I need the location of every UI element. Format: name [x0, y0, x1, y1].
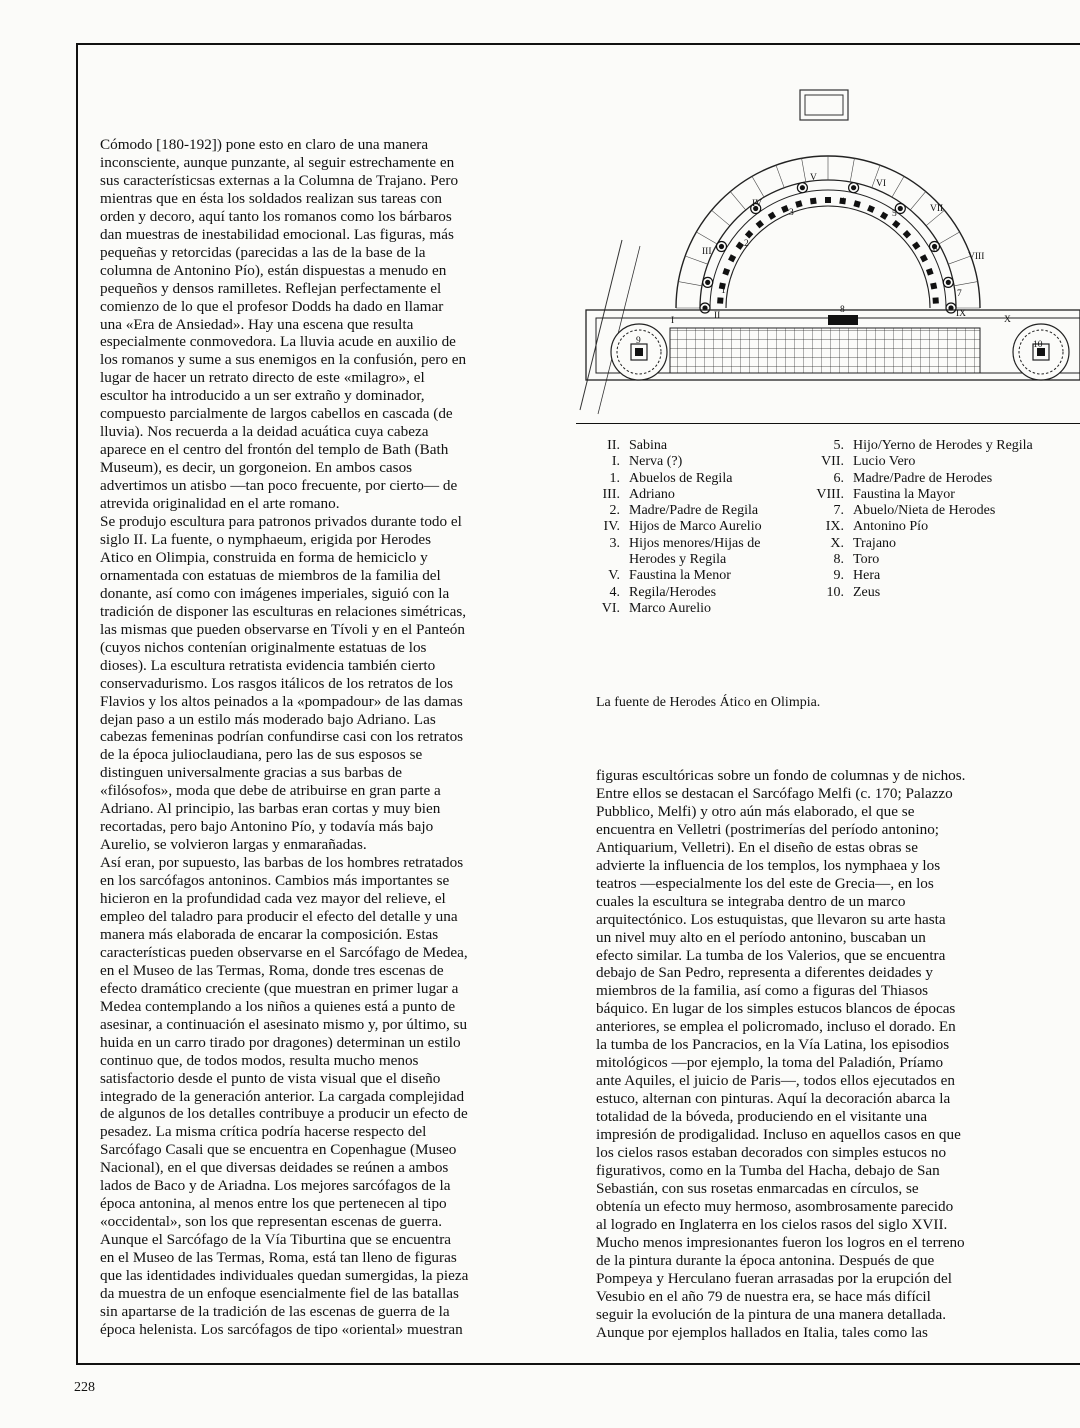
- text-line: de algunos de los detalles contribuye a producir un efecto de: [100, 1105, 468, 1123]
- legend-entry: [792, 536, 1033, 552]
- legend-label: Faustina la Menor: [629, 568, 731, 584]
- legend-number: 9.: [833, 568, 844, 584]
- text-line: aparece en el centro del frontón del templo de Bath (Bath: [100, 441, 449, 459]
- text-line: da muestra de un enfoque esencialmente fiel de las batallas: [100, 1285, 459, 1302]
- legend-label: Hijo/Yerno de Herodes y Regila: [853, 438, 1033, 453]
- text-line: siglo II. La fuente, o nymphaeum, erigida por Herodes: [100, 530, 432, 548]
- label-7: 7: [957, 289, 962, 299]
- text-line: cabezas femeninas podrían confundirse casi con los retratos: [100, 728, 464, 746]
- text-line: Se produjo escultura para patronos privados durante todo el: [100, 513, 462, 531]
- legend-number: VIII.: [816, 486, 844, 502]
- text-line: Aunque el Sarcófago de la Vía Tiburtina que se encuentra: [100, 1231, 452, 1249]
- text-line: figuras escultóricas sobre un fondo de columnas y de nichos.: [596, 767, 966, 784]
- legend-entry: [792, 454, 1033, 470]
- text-line: sin apartarse de la tradición de las escenas de guerra de la: [100, 1302, 450, 1320]
- legend-entry: [792, 438, 1033, 454]
- label-6: 6: [933, 245, 938, 255]
- legend-number: 4.: [609, 584, 620, 600]
- legend-label: Hijos de Marco Aurelio: [629, 519, 762, 535]
- text-line: integrado de la generación anterior. La cargada complejidad: [100, 1087, 465, 1105]
- legend-number: 6.: [833, 470, 844, 486]
- text-line: en el Museo de las Termas, Roma, donde tres escenas de: [100, 961, 444, 979]
- legend-label: Nerva (?): [629, 454, 683, 470]
- reservoir-outline: [800, 90, 848, 120]
- text-line: donante, así como con imágenes imperiales, siguió con la: [100, 584, 450, 602]
- legend-label: Lucio Vero: [853, 454, 916, 470]
- text-line: Aunque por ejemplos hallados en Italia, tales como las: [596, 1323, 928, 1341]
- text-line: huida en un carro tirado por dragones) determinan un estilo: [100, 1033, 461, 1051]
- label-5: 5: [892, 209, 897, 219]
- legend-label: Madre/Padre de Herodes: [853, 470, 993, 486]
- legend-label: Zeus: [853, 584, 881, 600]
- text-line: Sarcófago Casali que se encuentra en Copenhague (Museo: [100, 1141, 457, 1159]
- legend-number: 1.: [609, 470, 620, 486]
- text-line: tradición de disponer las esculturas en relaciones simétricas,: [100, 602, 467, 620]
- legend-entry: [792, 552, 1033, 568]
- frame-left-rule: [76, 43, 78, 1365]
- text-line: un nivel muy alto en el período antonino, buscaban un: [596, 928, 926, 946]
- legend-entry: [586, 568, 762, 584]
- text-line: Pompeya y Herculano fueran arrasadas por la erupción del: [596, 1269, 952, 1287]
- text-line: en el Museo de las Termas, Roma, está tan lleno de figuras: [100, 1249, 457, 1267]
- text-line: manera más elaborada de encarar la composición. Estas: [100, 925, 439, 943]
- legend-label: Madre/Padre de Regila: [629, 503, 759, 519]
- legend-entry: [586, 536, 762, 552]
- legend-entry: [792, 519, 1033, 535]
- label-V: V: [810, 173, 817, 183]
- legend-number: IV.: [603, 519, 620, 535]
- legend-label: Hijos menores/Hijas de: [629, 535, 761, 551]
- text-line: Mucho menos impresionantes fueron los logros en el terreno: [596, 1233, 965, 1251]
- text-line: en los sarcófagos antoninos. Cambios más importantes se: [100, 872, 450, 890]
- text-line: debajo de San Pedro, representa a diferentes deidades y: [596, 964, 933, 982]
- text-line: dan muestras de inestabilidad emocional. Las figuras, más: [100, 225, 454, 243]
- text-line: satisfactorio desde el punto de vista visual que el diseño: [100, 1069, 441, 1087]
- legend-label: Hera: [853, 568, 881, 584]
- label-8: 8: [840, 305, 845, 315]
- text-line: cuales la escultura se integraba dentro de un marco: [596, 892, 906, 910]
- legend-entry: [586, 471, 762, 487]
- text-line: empleo del taladro para producir el efecto del detalle y una: [100, 907, 458, 925]
- legend-number: 5.: [833, 438, 844, 453]
- nymphaeum-plan-diagram: [578, 78, 1080, 420]
- legend-label: Herodes y Regila: [629, 552, 727, 568]
- legend-entry: [792, 585, 1033, 601]
- right-text-column: [596, 767, 1056, 1342]
- legend-left: [586, 438, 762, 617]
- label-9: 9: [636, 336, 641, 346]
- text-line: Medea contemplando a los niños a quienes está a punto de: [100, 997, 456, 1015]
- label-10: 10: [1033, 340, 1043, 350]
- label-4: 4: [840, 197, 845, 207]
- label-VIII: VIII: [968, 252, 985, 262]
- text-line: época helenista. Los sarcófagos de tipo «oriental» muestran: [100, 1320, 463, 1338]
- text-line: comienzo de lo que el profesor Dodds ha dado en llamar: [100, 297, 444, 315]
- legend-entry: [586, 503, 762, 519]
- text-line: pequeñas y retorcidas (parecidas a las de la base de la: [100, 243, 426, 261]
- text-line: asesinar, a continuación el asesinato mismo y, por último, su: [100, 1015, 468, 1033]
- text-line: arquitectónico. Los estuquistas, que llevaron su arte hasta: [596, 910, 946, 928]
- legend-number: X.: [830, 535, 844, 551]
- label-VII: VII: [930, 204, 944, 214]
- text-line: «filósofos», moda que debe de atribuirse en gran parte a: [100, 782, 441, 800]
- text-line: lugar de hacer un retrato directo de este «milagro», el: [100, 369, 425, 387]
- text-line: encuentra en Velletri (postrimerías del período antonino;: [596, 820, 940, 838]
- figure-caption: La fuente de Herodes Ático en Olimpia.: [596, 695, 821, 710]
- text-line: anteriores, se emplea el policromado, incluso el dorado. En: [596, 1018, 956, 1036]
- text-line: continuo que, de todos modos, resulta mucho menos: [100, 1051, 419, 1069]
- text-line: impresión de prodigalidad. Incluso en aquellos casos en que: [596, 1126, 961, 1144]
- legend-entry: [586, 487, 762, 503]
- text-line: ante Aquiles, el juicio de Paris—, todos ellos ejecutados en: [596, 1072, 955, 1090]
- legend-right: [792, 438, 1033, 601]
- legend-entry: [792, 568, 1033, 584]
- legend-number: 7.: [833, 503, 844, 519]
- text-line: conservadurismo. Los rasgos itálicos de los retratos de los: [100, 674, 454, 692]
- legend-label: Sabina: [629, 438, 668, 453]
- text-line: mitológicos —por ejemplo, la toma del Paladión, Príamo: [596, 1054, 944, 1072]
- legend-number: III.: [602, 486, 620, 502]
- text-line: miembros de la familia, así como a figuras del Thiasos: [596, 982, 929, 1000]
- legend-label: Toro: [853, 552, 880, 568]
- label-VI: VI: [876, 179, 887, 189]
- legend-label: Adriano: [629, 486, 675, 502]
- label-3: 3: [789, 208, 794, 218]
- text-line: dejan paso a un estilo más moderado bajo Adriano. Las: [100, 710, 436, 728]
- legend-number: 8.: [833, 552, 844, 568]
- label-II: II: [714, 311, 721, 321]
- text-line: seguir la evolución de la pintura de una manera detallada.: [596, 1305, 947, 1323]
- label-IX: IX: [956, 309, 967, 319]
- legend-label: Trajano: [853, 535, 897, 551]
- text-line: Aurelio, se volvieron largas y enmarañadas.: [100, 836, 367, 854]
- text-line: Vesubio en el año 79 de nuestra era, se hace más difícil: [596, 1287, 931, 1305]
- text-line: época antonina, al menos entre los que pertenecen al tipo: [100, 1195, 447, 1213]
- text-line: orden y decoro, aquí tanto los romanos como los bárbaros: [100, 207, 452, 225]
- frame-top-rule: [76, 43, 1080, 45]
- text-line: al logrado en Inglaterra en los cielos rasos del siglo XVII.: [596, 1215, 948, 1233]
- text-line: Atico en Olimpia, construida en forma de hemiciclo y: [100, 548, 428, 566]
- text-line: atrevida originalidad en el arte romano.: [100, 495, 340, 513]
- legend-entry: [586, 601, 762, 617]
- text-line: Museum), es decir, un gorgoneion. En ambos casos: [100, 459, 413, 477]
- temple-zeus-plan: [1013, 324, 1069, 380]
- text-line: obtenía un efecto muy hermoso, asombrosamente parecido: [596, 1197, 954, 1215]
- legend-number: VII.: [821, 454, 844, 470]
- legend-entry: [586, 552, 762, 568]
- text-line: la tumba de los Pancracios, en la Vía Latina, los episodios: [596, 1036, 950, 1054]
- legend-label: Antonino Pío: [853, 519, 929, 535]
- text-line: advertimos un atisbo —tan poco frecuente, por cierto— de: [100, 477, 458, 495]
- figure-bottom-rule: [576, 423, 1080, 424]
- text-line: Así eran, por supuesto, las barbas de los hombres retratados: [100, 854, 464, 872]
- text-line: hicieron en la profundidad cada vez mayor del relieve, el: [100, 890, 446, 908]
- legend-number: 3.: [609, 535, 620, 551]
- text-line: dioses). La escultura retratista evidencia también cierto: [100, 656, 436, 674]
- text-line: estuco, alternan con pinturas. Aquí la decoración abarca la: [596, 1090, 951, 1108]
- text-line: Cómodo [180-192]) pone esto en claro de una manera: [100, 136, 429, 153]
- text-line: pequeños y densos ramilletes. Reflejan perfectamente el: [100, 279, 442, 297]
- bull-statue-marker: [828, 315, 858, 325]
- legend-entry: [792, 503, 1033, 519]
- legend-number: [586, 552, 629, 568]
- text-line: los romanos y sume a sus enemigos en la confusión, pero en: [100, 351, 467, 369]
- left-text-column: [100, 136, 556, 1339]
- text-line: las mismas que pueden observarse en Tívoli y en el Panteón: [100, 620, 465, 638]
- legend-number: II.: [607, 438, 620, 453]
- text-line: sus característicsas externas a la Columna de Trajano. Pero: [100, 171, 459, 189]
- legend-label: Faustina la Mayor: [853, 486, 955, 502]
- text-line: Adriano. Al principio, las barbas eran cortas y muy bien: [100, 800, 441, 818]
- text-line: Sebastián, con sus rosetas enmarcadas en círculos, se: [596, 1179, 919, 1197]
- label-I: I: [671, 316, 675, 326]
- label-III: III: [702, 247, 712, 257]
- text-line: báquico. En lugar de los simples estucos blancos de épocas: [596, 1000, 956, 1018]
- page-number: 228: [74, 1380, 95, 1395]
- text-line: de la época julioclaudiana, pero las de sus esposos se: [100, 746, 423, 764]
- text-line: lluvia). Nos recuerda a la deidad acuática cuya cabeza: [100, 423, 429, 441]
- frame-bottom-rule: [76, 1363, 1080, 1365]
- text-line: compuesto parcialmente de largos cabellos en cascada (de: [100, 405, 453, 423]
- text-line: distinguen universalmente gracias a sus barbas de: [100, 764, 402, 782]
- text-line: los cielos rasos estaban decorados con simples estucos no: [596, 1144, 947, 1162]
- legend-entry: [792, 471, 1033, 487]
- temple-hera-plan: [611, 324, 667, 380]
- text-line: Pubblico, Melfi) y otro aún más elaborado, el que se: [596, 802, 915, 820]
- text-line: efecto similar. La tumba de los Valerios, que se encuentra: [596, 946, 946, 964]
- legend-label: Marco Aurelio: [629, 600, 712, 616]
- legend-entry: [586, 454, 762, 470]
- legend-number: 10.: [826, 584, 844, 600]
- legend-number: IX.: [825, 519, 844, 535]
- label-X: X: [1004, 315, 1011, 325]
- text-line: que las identidades individuales quedan sumergidas, la pieza: [100, 1267, 469, 1285]
- text-line: características pueden observarse en el Sarcófago de Medea,: [100, 943, 468, 961]
- text-line: recortadas, pero bajo Antonino Pío, y todavía más bajo: [100, 818, 434, 836]
- label-IV: IV: [752, 199, 763, 209]
- legend-label: Regila/Herodes: [629, 584, 717, 600]
- legend-entry: [586, 585, 762, 601]
- legend-label: Abuelo/Nieta de Herodes: [853, 503, 996, 519]
- text-line: figurativos, como en la Tumba del Hacha, debajo de San: [596, 1161, 940, 1179]
- text-line: inconsciente, aunque punzante, al seguir estrechamente en: [100, 153, 455, 171]
- legend-number: VI.: [601, 600, 620, 616]
- text-line: mientras que en ésta los soldados realizan sus tareas con: [100, 189, 443, 207]
- text-line: advierte la influencia de los templos, los nymphaea y los: [596, 856, 941, 874]
- text-line: Flavios y los altos peinados a la «pompadour» de las damas: [100, 692, 463, 710]
- label-1: 1: [721, 286, 726, 296]
- label-2: 2: [744, 239, 749, 249]
- legend-number: 2.: [609, 503, 620, 519]
- text-line: ornamentada con estatuas de miembros de la familia del: [100, 566, 441, 584]
- text-line: escultor ha introducido a un ser extraño y dominador,: [100, 387, 425, 405]
- text-line: efecto dramático creciente (que muestran en primer lugar a: [100, 979, 459, 997]
- text-line: columna de Antonino Pío), están dispuestas a menudo en: [100, 261, 447, 279]
- text-line: teatros —especialmente los del este de Grecia—, en los: [596, 874, 934, 892]
- legend-label: Abuelos de Regila: [629, 470, 733, 486]
- text-line: lados de Baco y de Ariadna. Los mejores sarcófagos de la: [100, 1177, 451, 1195]
- legend-number: I.: [611, 454, 620, 470]
- legend-entry: [586, 438, 762, 454]
- text-line: «occidental», son los que representan escenas de guerra.: [100, 1213, 443, 1231]
- text-line: pesadez. La misma crítica podría hacerse respecto del: [100, 1123, 427, 1141]
- text-line: Nacional), en el que diversas deidades se reúnen a ambos: [100, 1159, 449, 1177]
- legend-entry: [792, 487, 1033, 503]
- text-line: Antiquarium, Velletri). En el diseño de estas obras se: [596, 838, 918, 856]
- text-line: Entre ellos se destacan el Sarcófago Melfi (c. 170; Palazzo: [596, 784, 953, 802]
- legend-entry: [586, 519, 762, 535]
- text-line: (cuyos nichos contenían originalmente estatuas de los: [100, 638, 427, 656]
- text-line: de la pintura durante la época antonina. Después de que: [596, 1251, 935, 1269]
- text-line: una «Era de Ansiedad». Hay una escena que resulta: [100, 315, 414, 333]
- text-line: totalidad de la bóveda, produciendo en el visitante una: [596, 1108, 928, 1126]
- text-line: especialmente conmovedora. La lluvia acude en auxilio de: [100, 333, 456, 351]
- legend-number: V.: [608, 568, 620, 584]
